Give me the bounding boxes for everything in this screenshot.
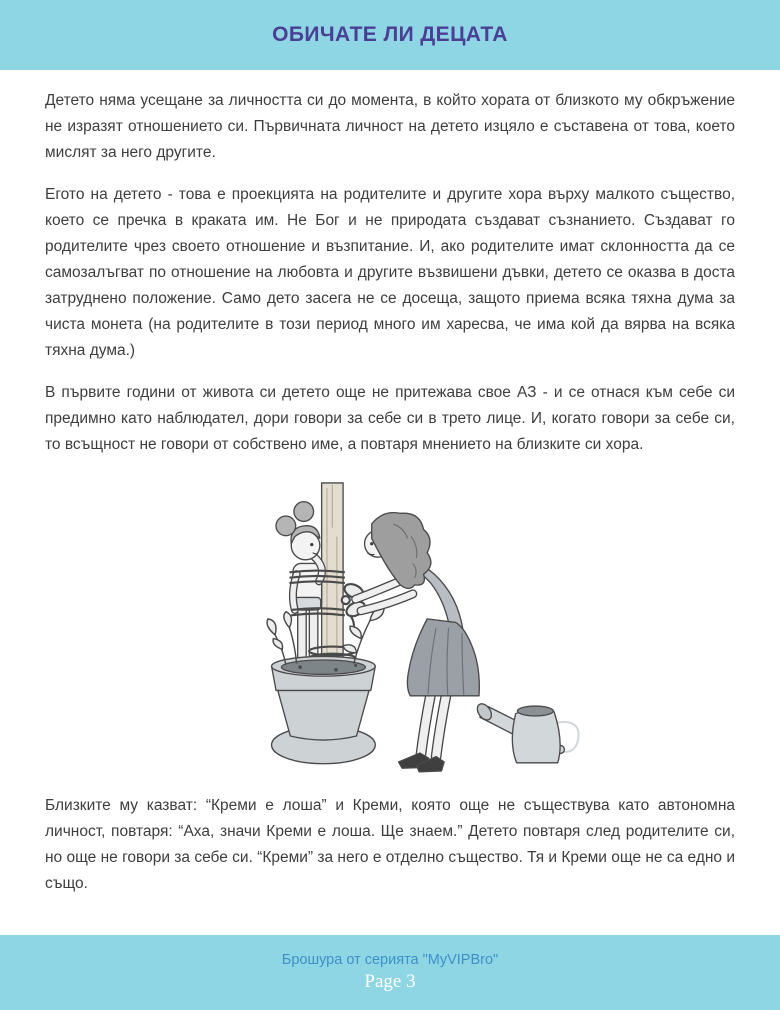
footer-band — [0, 935, 780, 1010]
body-content — [0, 70, 780, 897]
paragraph-1: Детето няма усещане за личността си до момента, в който хората от близкото му обкръжение не изразят отношението си. Първичната личност на детето изцяло е съставена от това, което мислят за него другите. — [45, 92, 735, 161]
flower-pot-illustration — [272, 656, 376, 740]
page-number: Page 3 — [364, 971, 416, 992]
paragraph-4: Близките му казват: “Креми е лоша” и Креми, която още не съществува като автономна личност, повтаря: “Аха, значи Креми е лоша. Ще знаем.” Детето повтаря след родителите си, но още не говори за себе си. “Креми” за него е отделно същество. Тя и Креми още не са едно и също. — [45, 797, 736, 892]
watering-can-illustration — [474, 701, 578, 763]
header-band — [0, 0, 780, 70]
illustration-child-tied-to-stake — [250, 474, 590, 787]
series-label: Брошура от серията "MyVIPBro" — [281, 952, 499, 968]
mother-illustration — [356, 513, 480, 772]
paragraph-3: В първите години от живота си детето още не притежава свое АЗ - и се отнася към себе си предимно като наблюдател, дори говори за себе си в трето лице. И, когато говори за себе си, то всъщност не говори от собствено име, а повтаря мнението на близките си хора. — [45, 384, 735, 453]
page-title: ОБИЧАТЕ ЛИ ДЕЦАТА — [272, 23, 508, 46]
paragraph-2: Егото на детето - това е проекцията на родителите и другите хора върху малкото същество, което се пречка в краката им. Не Бог и не природата създават съзнанието. Създават го родителите чрез своето отношение и възпитание. И, ако родителите имат склонността да се самозалъгват по отношение на любовта и другите възвишени дъвки, детето се оказва в доста затруднено положение. Само дето засега не се досеща, защото приема всяка тяхна дума за чиста монета (на родителите в този период много им харесва, че има кой да вярва на всяка тяхна дума.) — [45, 186, 735, 359]
